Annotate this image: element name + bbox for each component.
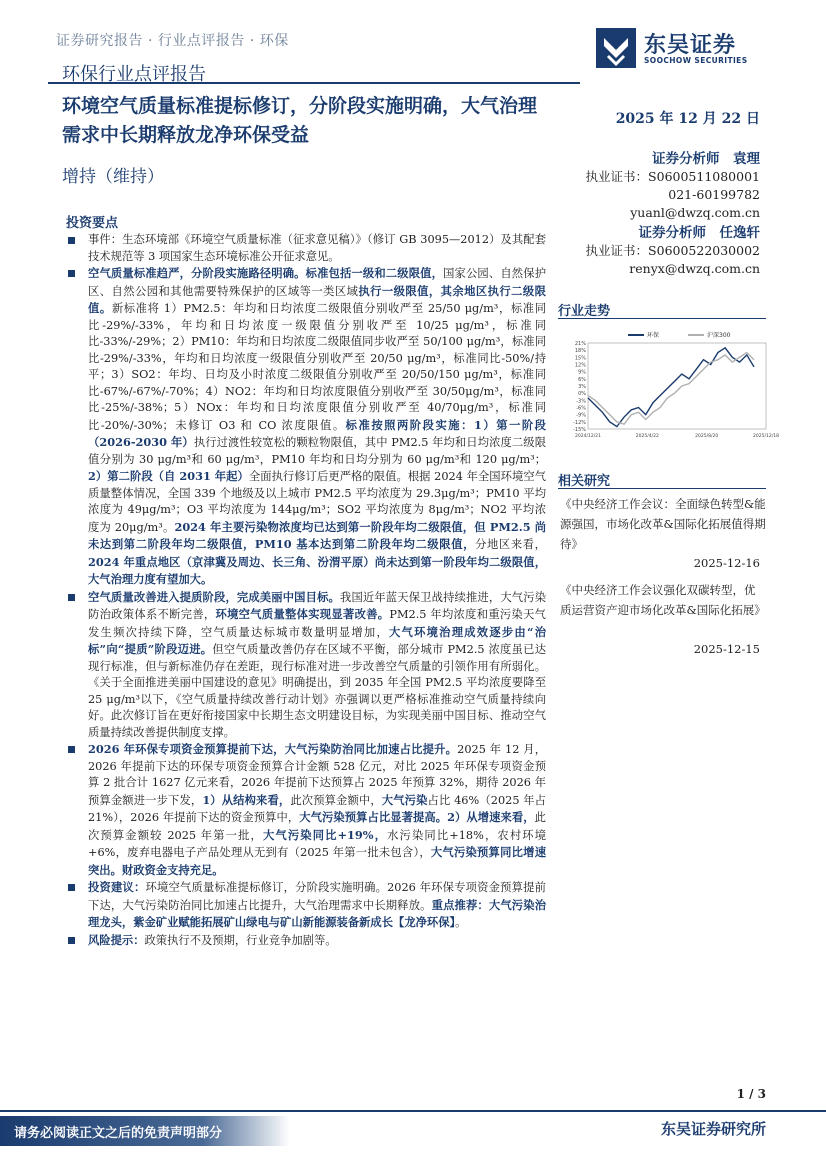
trend-heading: 行业走势	[558, 304, 611, 319]
analyst-1	[560, 150, 760, 222]
standard-d: 标准按照两阶段实施：1）第一阶段（2026-2030 年）	[88, 417, 546, 449]
y-tick-label: -12%	[573, 419, 586, 426]
y-tick-label: 18%	[574, 348, 586, 355]
rating: 增持（维持）	[62, 167, 164, 187]
y-tick-label: -6%	[576, 405, 586, 412]
banner-text: 环保行业点评报告	[62, 64, 206, 85]
bullet-quality	[80, 589, 546, 742]
disclaimer-bar	[0, 1116, 290, 1146]
bullet-event	[80, 232, 546, 265]
invest-body	[80, 232, 546, 949]
standard-h: 2024 年主要污染物浓度均已达到第一阶段年均二级限值，但 PM2.5 尚未达到第二阶段年均二级限值，PM10 基本达到第二阶段年均二级限值，	[88, 519, 546, 551]
budget-g: 此次预算金额较 2025 年第一批，	[88, 811, 546, 842]
logo-en: SOOCHOW SECURITIES	[644, 56, 748, 65]
budget-h: 大气污染同比+19%，	[262, 827, 388, 842]
risk-lead: 风险提示：	[88, 932, 145, 947]
chart-frame	[588, 343, 766, 429]
y-tick-label: 12%	[574, 362, 586, 369]
report-date: 2025 年 12 月 22 日	[615, 111, 760, 127]
budget-i: 水污染同比+18%，农村环境+6%，废弃电器电子产品处理从无到有（2025 年第一批未包含），	[88, 828, 547, 859]
bullet-budget	[80, 741, 546, 879]
x-tick-label: 2025/4/22	[635, 434, 659, 439]
x-tick-label: 2025/12/18	[753, 434, 779, 439]
analyst-1-license: 执业证书：S0600511080001	[585, 169, 760, 184]
budget-lead: 2026 年环保专项资金预算提前下达，大气污染防治同比加速占比提升。	[88, 742, 458, 756]
trend-divider	[558, 318, 766, 319]
analyst-2-role: 证券分析师 任逸轩	[638, 225, 760, 241]
budget-e: 占比 46%（2025 年占 21%），2026 年提前下达的资金预算中，	[88, 793, 546, 824]
standard-lead: 空气质量标准趋严，分阶段实施路径明确。标准包括一级和二级限值，	[88, 266, 444, 280]
analyst-2-license: 执业证书：S0600522030002	[585, 243, 760, 258]
related-heading: 相关研究	[558, 474, 611, 489]
standard-j: 2024 年重点地区（京津冀及周边、长三角、汾渭平原）尚未达到第一阶段年均二级限值，大气治理力度有望加大。	[88, 554, 546, 586]
quality-lead: 空气质量改善进入提质阶段，完成美丽中国目标。	[88, 589, 340, 604]
industry-trend-chart	[560, 325, 779, 445]
standard-i: 分地区来看，	[475, 538, 546, 551]
y-tick-label: -9%	[576, 412, 586, 419]
standard-c: 新标准将 1）PM2.5：年均和日均浓度二级限值分别收严至 25/50 μg/m³，标准同比-29%/-33%，年均和日均浓度一级限值分别收严至 10/25 μg/m³，标准同比-33%/-29%；2）PM10：年均和日均浓度二级限值同步收严至 50/100 μg/m³，标准同比-29%/-33%，年均和日均浓度一级限值分别收严至 20/50 μg/m³，标准同比-50%/持平；3）SO2：年均、日均及小时浓度二级限值分别收严至 20/50/150 μg/m³，标准同比-67%/-67%/-70%；4）NO2：年均和日均浓度限值分别收严至 30/50μg/m³，标准同比-25%/-38%；5）NOx：年均和日均浓度限值分别收严至 40/70μg/m³，标准同比-20%/-30%；未修订 O3 和 CO 浓度限值。	[88, 302, 546, 432]
standard-f: 2）第二阶段（自 2031 年起）	[88, 469, 249, 483]
bullet-risk	[80, 932, 546, 950]
budget-b: 1）从结构来看，	[202, 792, 291, 807]
risk-a: 政策执行不及预期，行业竞争加剧等。	[144, 933, 337, 947]
standard-e: 执行过渡性较宽松的颗粒物限值，其中 PM2.5 年均和日均浓度二级限值分别为 30 μg/m³和 60 μg/m³，PM10 年均和日均分别为 60 μg/m³和 120 μg/m³；	[88, 436, 546, 466]
logo	[596, 26, 776, 70]
soochow-logo-icon	[596, 28, 636, 68]
standard-b: 执行一级限值，其余地区执行二级限值。	[88, 283, 546, 315]
budget-c: 此次预算金额中，	[290, 793, 382, 807]
analyst-2	[560, 224, 760, 278]
institute-name: 东吴证券研究所	[660, 1120, 766, 1138]
suggestion-a: 环境空气质量标准提标修订，分阶段实施明确。2026 年环保专项资金预算提前下达，大气污染防治同比加速占比提升，大气治理需求中长期释放。	[88, 881, 546, 912]
y-tick-label: 15%	[574, 355, 586, 362]
standard-a: 国家公园、自然保护区、自然公园和其他需要特殊保护的区域等一类区域	[88, 267, 546, 298]
y-tick-label: 6%	[578, 376, 586, 383]
bullet-suggestion	[80, 879, 546, 932]
series-line-2	[588, 353, 754, 425]
budget-d: 大气污染	[381, 792, 428, 807]
suggestion-lead: 投资建议：	[88, 880, 146, 894]
y-tick-label: -3%	[576, 398, 586, 405]
analyst-1-email[interactable]: yuanl@dwzq.com.cn	[630, 205, 760, 220]
standard-g: 全面执行修订后更严格的限值。根据 2024 年全国环境空气质量整体情况，全国 339 个地级及以上城市 PM2.5 平均浓度为 29.3μg/m³；PM10 平均浓度为 49μg/m³；O3 平均浓度为 144μg/m³；SO2 平均浓度为 8μg/m³；NO2 平均浓度为 20μg/m³。	[88, 470, 546, 534]
event-text: 事件：生态环境部《环境空气质量标准（征求意见稿）》（修订 GB 3095—2012）及其配套技术规范等 3 项国家生态环境标准公开征求意见。	[88, 233, 546, 263]
y-tick-label: -15%	[573, 427, 586, 433]
y-tick-label: 9%	[578, 369, 586, 376]
report-title: 环境空气质量标准提标修订，分阶段实施明确，大气治理需求中长期释放龙净环保受益	[62, 95, 538, 146]
breadcrumb: 证券研究报告 · 行业点评报告 · 环保	[56, 33, 289, 49]
quality-d: 大气环境治理成效逐步由“治标”向“提质”阶段迈进。	[88, 624, 546, 656]
quality-a: 我国近年蓝天保卫战持续推进，大气污染防治政策体系不断完善，	[88, 590, 546, 621]
footer-divider	[0, 1110, 826, 1112]
invest-heading: 投资要点	[66, 216, 119, 231]
y-tick-label: 3%	[578, 384, 586, 390]
legend-label: 环保	[647, 332, 660, 339]
y-tick-label: 0%	[578, 391, 586, 398]
analyst-1-role: 证券分析师 袁理	[652, 151, 760, 167]
suggestion-c: 。	[455, 916, 467, 929]
analyst-1-phone: 021-60199782	[668, 187, 760, 202]
x-tick-label: 2025/8/20	[695, 434, 719, 439]
analyst-2-email[interactable]: renyx@dwzq.com.cn	[629, 261, 760, 276]
legend-label: 沪深300	[707, 332, 731, 339]
quality-b: 环境空气质量整体实现显著改善。	[215, 607, 390, 621]
related-item-2-date: 2025-12-15	[693, 642, 760, 656]
budget-a: 2025 年 12 月，2026 年提前下达的环保专项资金预算合计金额 528 亿元，对比 2025 年环保专项资金预算 2 批合计 1627 亿元来看，2026 年提前下达预算占 2025 年预算 32%，期待 2026 年预算金额进一步下发，	[88, 743, 546, 807]
suggestion-b: 重点推荐：大气污染治理龙头，紫金矿业赋能拓展矿山绿电与矿山新能源装备新成长【龙净环保】	[88, 897, 546, 929]
quality-c: PM2.5 年均浓度和重污染天气发生频次持续下降，空气质量达标城市数量明显增加，	[88, 608, 546, 639]
report-type-banner	[48, 60, 580, 84]
related-item-2[interactable]: 《中央经济工作会议强化双碳转型，优质运营资产迎市场化改革&国际化拓展》	[560, 583, 766, 617]
page-number: 1 / 3	[736, 1087, 766, 1101]
logo-cn: 东吴证券	[644, 33, 737, 58]
budget-f: 大气污染预算占比显著提高。2）从增速来看，	[299, 810, 535, 824]
bullet-standard	[80, 265, 546, 589]
related-item-1-date: 2025-12-16	[693, 556, 760, 570]
budget-j: 大气污染预算同比增速突出。财政资金支持充足。	[88, 845, 546, 877]
related-item-1[interactable]: 《中央经济工作会议：全面绿色转型&能源强国，市场化改革&国际化拓展值得期待》	[560, 497, 766, 551]
x-tick-label: 2024/12/21	[575, 434, 601, 439]
quality-e: 但空气质量改善仍存在区域不平衡，部分城市 PM2.5 浓度虽已达现行标准，但与新标准仍存在差距，现行标准对进一步改善空气质量的引领作用有所弱化。《关于全面推进美丽中国建设的意见》明确提出，到 2035 年全国 PM2.5 平均浓度要降至 25 μg/m³以下，《空气质量持续改善行动计划》亦强调以更严格标准推动空气质量持续向好。此次修订旨在更好衔接国家中长期生态文明建设目标，为实现美丽中国目标、推动空气质量持续改善提供制度支撑。	[88, 643, 546, 739]
disclaimer-text: 请务必阅读正文之后的免责声明部分	[14, 1126, 223, 1141]
related-divider	[558, 488, 766, 489]
y-tick-label: 21%	[574, 341, 586, 347]
